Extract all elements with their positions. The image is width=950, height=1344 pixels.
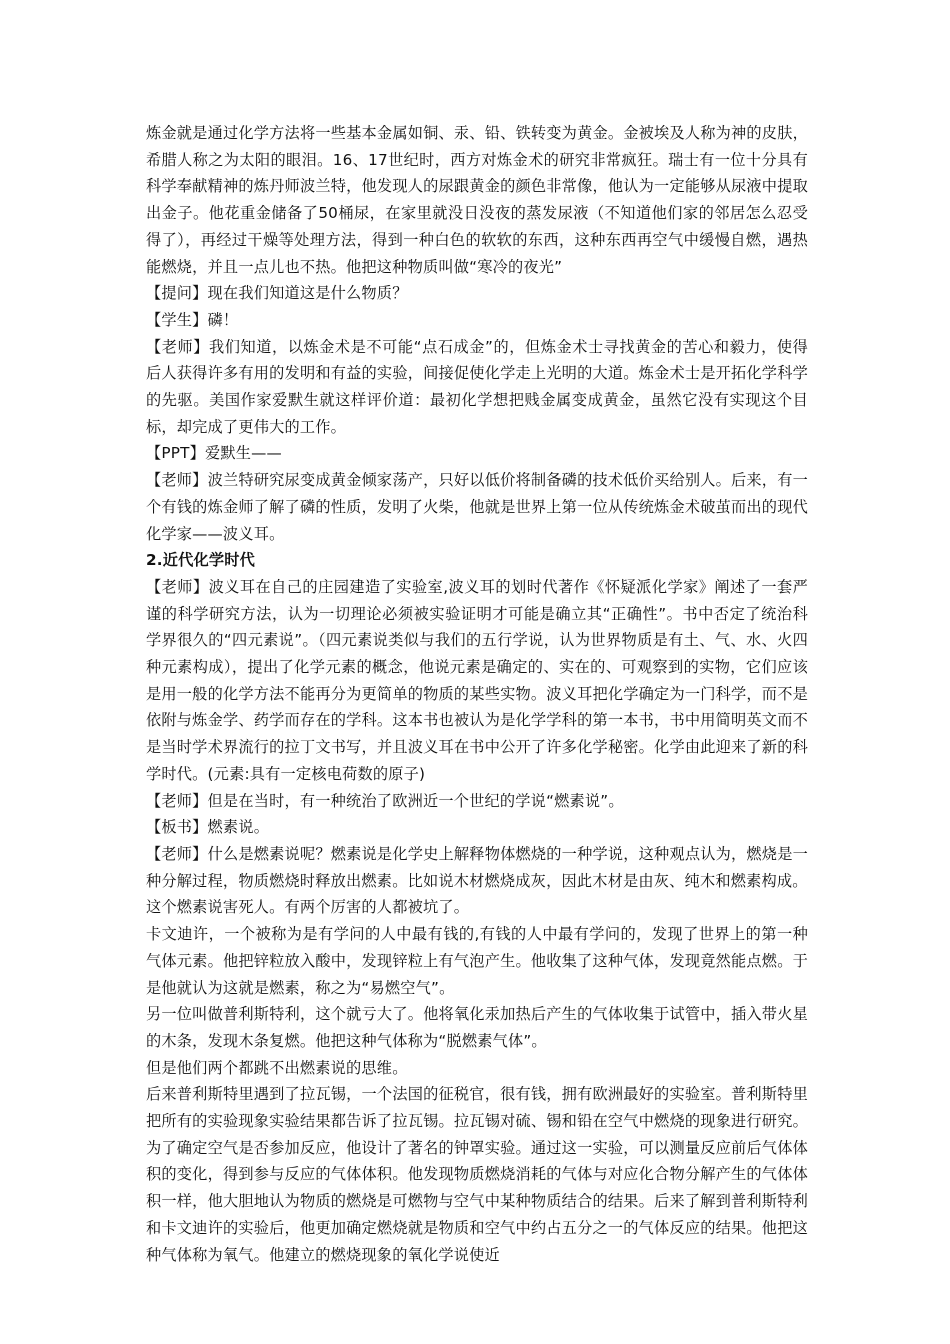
paragraph-phlogiston-victims: 这个燃素说害死人。有两个厉害的人都被坑了。 [146, 898, 470, 917]
paragraph-teacher-boyle-book: 【老师】波义耳在自己的庄园建造了实验室,波义耳的划时代著作《怀疑派化学家》阐述了一套严谨的科学研究方法，认为一切理论必须被实验证明才可能是确立其“正确性”。书中否定了统治科学界很久的“四元素说”。（四元素说类似与我们的五行学说，认为世界物质是有土、气、水、火四种元素构成），提出了化学元素的概念，他说元素是确定的、实在的、可观察到的实物，它们应该是用一般的化学方法不能再分为更简单的物质的某些实物。波义耳把化学确定为一门科学，而不是依附与炼金学、药学而存在的学科。这本书也被认为是化学学科的第一本书，书中用简明英文而不是当时学术界流行的拉丁文书写，并且波义耳在书中公开了许多化学秘密。化学由此迎来了新的科学时代。(元素:具有一定核电荷数的原子) [146, 577, 808, 783]
paragraph-ppt-emerson: 【PPT】爱默生—— [146, 444, 282, 463]
section-heading-modern-chemistry: 2.近代化学时代 [146, 551, 256, 570]
paragraph-cavendish: 卡文迪许，一个被称为是有学问的人中最有钱的,有钱的人中最有学问的，发现了世界上的第一种气体元素。他把锌粒放入酸中，发现锌粒上有气泡产生。他收集了这种气体，发现竟然能点燃。于是他就认为这就是燃素，称之为“易燃空气”。 [146, 925, 808, 997]
paragraph-blackboard: 【板书】燃素说。 [146, 818, 270, 837]
paragraph-teacher-boyle-intro: 【老师】波兰特研究尿变成黄金倾家荡产，只好以低价将制备磷的技术低价买给别人。后来，有一个有钱的炼金师了解了磷的性质，发明了火柴，他就是世界上第一位从传统炼金术破茧而出的现代化学家——波义耳。 [146, 471, 808, 543]
paragraph-teacher-phlogiston: 【老师】但是在当时，有一种统治了欧洲近一个世纪的学说“燃素说”。 [146, 791, 624, 810]
paragraph-priestley: 另一位叫做普利斯特利，这个就亏大了。他将氧化汞加热后产生的气体收集于试管中，插入带火星的木条，发现木条复燃。他把这种气体称为“脱燃素气体”。 [146, 1005, 808, 1050]
document-body [146, 120, 808, 1268]
paragraph-alchemy-intro: 炼金就是通过化学方法将一些基本金属如铜、汞、铅、铁转变为黄金。金被埃及人称为神的皮肤，希腊人称之为太阳的眼泪。16、17世纪时，西方对炼金术的研究非常疯狂。瑞士有一位十分具有科学奉献精神的炼丹师波兰特，他发现人的尿跟黄金的颜色非常像，他认为一定能够从尿液中提取出金子。他花重金储备了50桶尿，在家里就没日没夜的蒸发尿液（不知道他们家的邻居怎么忍受得了），再经过干燥等处理方法，得到一种白色的软软的东西，这种东西再空气中缓慢自燃，遇热能燃烧，并且一点儿也不热。他把这种物质叫做“寒冷的夜光” [146, 124, 808, 276]
paragraph-teacher-phlogiston-definition: 【老师】什么是燃素说呢？燃素说是化学史上解释物体燃烧的一种学说，这种观点认为，燃烧是一种分解过程，物质燃烧时释放出燃素。比如说木材燃烧成灰，因此木材是由灰、纯木和燃素构成。 [146, 844, 808, 890]
paragraph-lavoisier: 后来普利斯特里遇到了拉瓦锡，一个法国的征税官，很有钱，拥有欧洲最好的实验室。普利斯特里把所有的实验现象实验结果都告诉了拉瓦锡。拉瓦锡对硫、锡和铅在空气中燃烧的现象进行研究。为了确定空气是否参加反应，他设计了著名的钟罩实验。通过这一实验，可以测量反应前后气体体积的变化，得到参与反应的气体体积。他发现物质燃烧消耗的气体与对应化合物分解产生的气体体积一样，他大胆地认为物质的燃烧是可燃物与空气中某种物质结合的结果。后来了解到普利斯特利和卡文迪许的实验后，他更加确定燃烧就是物质和空气中约占五分之一的气体反应的结果。他把这种气体称为氧气。他建立的燃烧现象的氧化学说使近 [146, 1085, 808, 1264]
paragraph-question: 【提问】现在我们知道这是什么物质？ [146, 284, 408, 303]
paragraph-teacher-alchemy: 【老师】我们知道，以炼金术是不可能“点石成金”的，但炼金术士寻找黄金的苦心和毅力，使得后人获得许多有用的发明和有益的实验，间接促使化学走上光明的大道。炼金术士是开拓化学科学的先驱。美国作家爱默生就这样评价道：最初化学想把贱金属变成黄金，虽然它没有实现这个目标，却完成了更伟大的工作。 [146, 337, 808, 436]
paragraph-both-stuck: 但是他们两个都跳不出燃素说的思维。 [146, 1058, 408, 1077]
paragraph-student-answer: 【学生】磷！ [146, 310, 239, 329]
